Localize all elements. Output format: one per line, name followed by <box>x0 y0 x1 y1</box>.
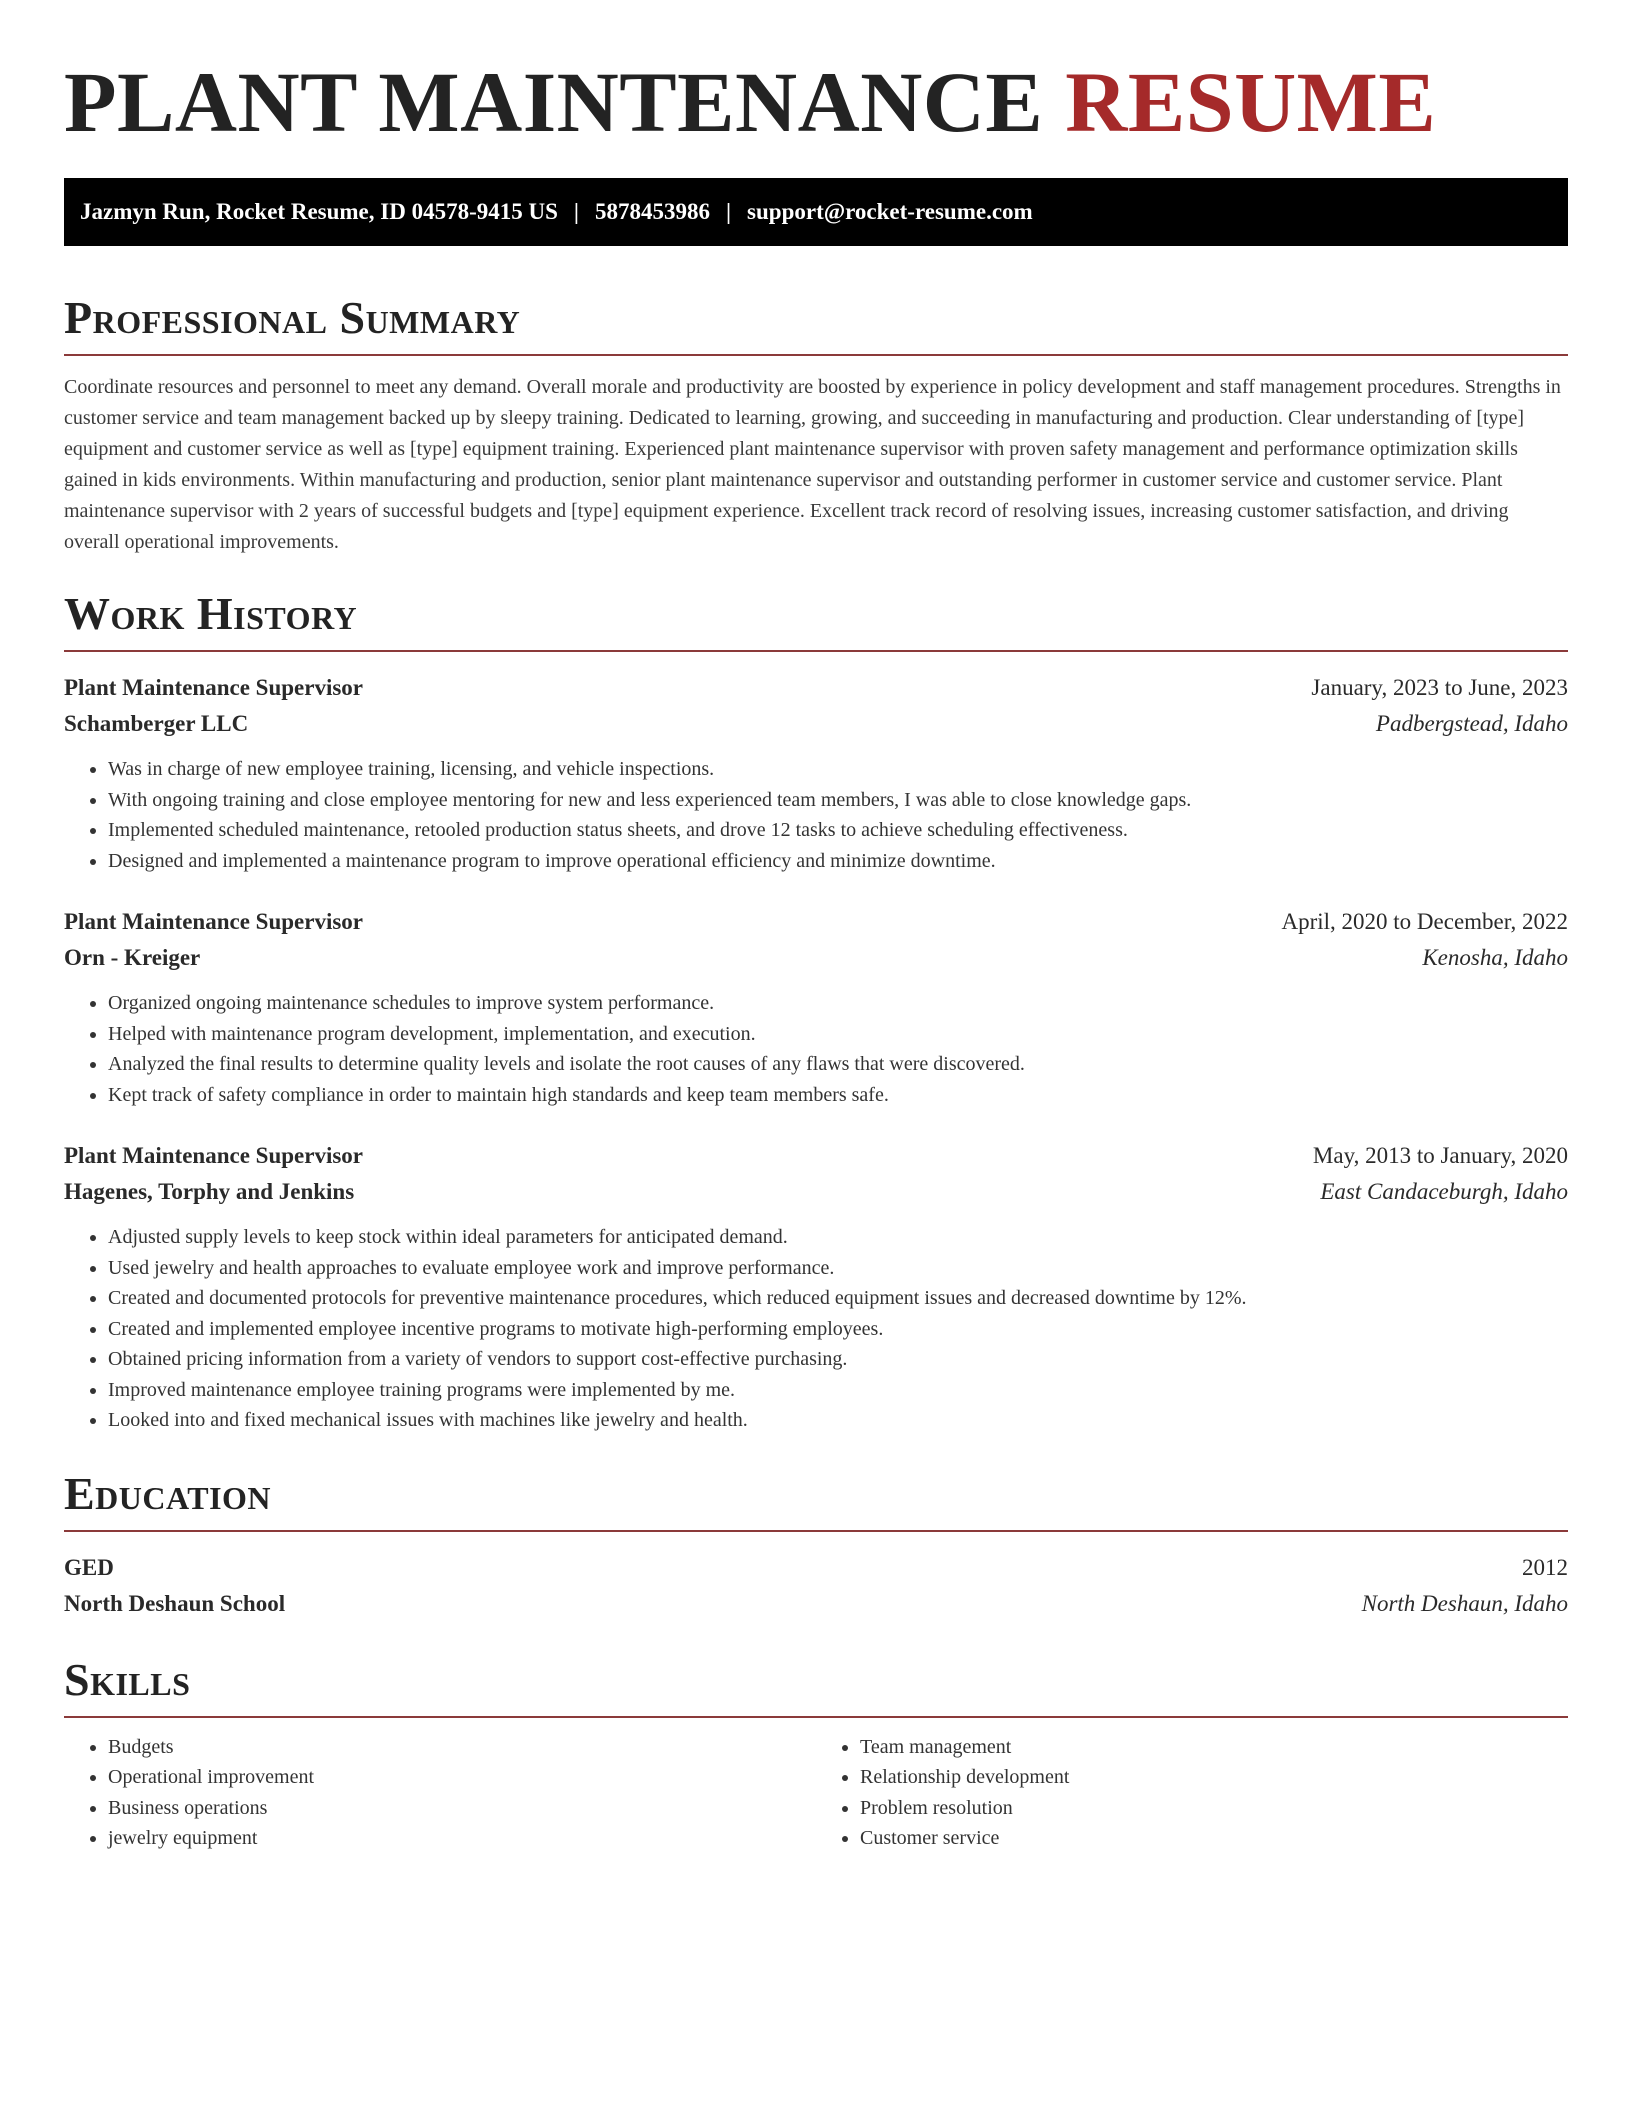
job-entry <box>64 670 1568 876</box>
skills-list-left <box>64 1732 816 1854</box>
contact-email[interactable]: support@rocket-resume.com <box>747 199 1033 224</box>
job-bullets <box>64 988 1568 1110</box>
education-heading: Education <box>64 1467 272 1519</box>
job-location: Padbergstead, Idaho <box>1375 711 1568 736</box>
job-bullet: • Designed and implemented a maintenance program to improve operational efficiency and minimize downtime. <box>108 846 1568 877</box>
skill-item: • Business operations <box>108 1793 816 1824</box>
job-entry <box>64 1138 1568 1436</box>
job-bullet: • Analyzed the final results to determine quality levels and isolate the root causes of any flaws that were discovered. <box>108 1049 1568 1080</box>
education-year: 2012 <box>1522 1554 1568 1580</box>
job-bullets <box>64 754 1568 876</box>
job-title: Plant Maintenance Supervisor <box>64 1143 363 1168</box>
job-title: Plant Maintenance Supervisor <box>64 675 363 700</box>
summary-text: Coordinate resources and personnel to meet any demand. Overall morale and productivity are boosted by experience in policy development and staff management procedures. Strengths in customer service and team management backed up by sleepy training. Dedicated to learning, growing, and succeeding in manufacturing and production. Clear understanding of [type] equipment and customer service as well as [type] equipment training. Experienced plant maintenance supervisor with proven safety management and performance optimization skills gained in kids environments. Within manufacturing and production, senior plant maintenance supervisor and outstanding performer in customer service and customer service. Plant maintenance supervisor with 2 years of successful budgets and [type] equipment experience. Excellent track record of resolving issues, increasing customer satisfaction, and driving overall operational improvements. <box>64 376 1561 553</box>
job-header-row <box>64 904 1568 940</box>
education-school: North Deshaun School <box>64 1590 286 1616</box>
skills-heading: Skills <box>64 1653 191 1705</box>
skill-item: • Team management <box>860 1732 1568 1763</box>
job-bullet: • Looked into and fixed mechanical issues with machines like jewelry and health. <box>108 1405 1568 1436</box>
resume-title <box>64 52 1568 152</box>
section-divider <box>64 354 1568 356</box>
education-degree: GED <box>64 1554 114 1580</box>
job-bullet: • Was in charge of new employee training, licensing, and vehicle inspections. <box>108 754 1568 785</box>
job-title: Plant Maintenance Supervisor <box>64 909 363 934</box>
skills-list-right <box>816 1732 1568 1854</box>
work-history-section <box>64 586 1568 1436</box>
title-accent: RESUME <box>1065 54 1437 150</box>
education-location: North Deshaun, Idaho <box>1361 1590 1568 1616</box>
skill-item: • Operational improvement <box>108 1762 816 1793</box>
job-dates: January, 2023 to June, 2023 <box>1311 675 1568 700</box>
job-company: Hagenes, Torphy and Jenkins <box>64 1179 355 1204</box>
skill-item: • Relationship development <box>860 1762 1568 1793</box>
job-bullet: • Used jewelry and health approaches to evaluate employee work and improve performance. <box>108 1253 1568 1284</box>
education-school-row <box>64 1586 1568 1622</box>
job-location: East Candaceburgh, Idaho <box>1320 1179 1568 1204</box>
job-location: Kenosha, Idaho <box>1422 945 1568 970</box>
job-bullet: • Obtained pricing information from a variety of vendors to support cost-effective purchasing. <box>108 1344 1568 1375</box>
work-history-heading: Work History <box>64 588 358 639</box>
job-header-row <box>64 670 1568 706</box>
skills-columns <box>64 1732 1568 1854</box>
education-section <box>64 1466 1568 1622</box>
job-entry <box>64 904 1568 1110</box>
job-company-row <box>64 706 1568 742</box>
summary-section <box>64 290 1568 558</box>
job-bullet: • Organized ongoing maintenance schedules to improve system performance. <box>108 988 1568 1019</box>
skill-item: • Problem resolution <box>860 1793 1568 1824</box>
job-company: Schamberger LLC <box>64 711 249 736</box>
contact-address: Jazmyn Run, Rocket Resume, ID 04578-9415 US <box>80 199 558 224</box>
section-divider <box>64 650 1568 652</box>
contact-separator: | <box>573 199 579 224</box>
job-company-row <box>64 940 1568 976</box>
skill-item: • Customer service <box>860 1823 1568 1854</box>
job-bullet: • Adjusted supply levels to keep stock within ideal parameters for anticipated demand. <box>108 1222 1568 1253</box>
title-main: PLANT MAINTENANCE <box>64 54 1044 150</box>
skill-item: • jewelry equipment <box>108 1823 816 1854</box>
job-bullet: • Improved maintenance employee training programs were implemented by me. <box>108 1375 1568 1406</box>
education-entry <box>64 1550 1568 1622</box>
section-divider <box>64 1716 1568 1718</box>
contact-bar <box>64 178 1568 246</box>
contact-separator: | <box>725 199 732 224</box>
job-bullet: • Implemented scheduled maintenance, retooled production status sheets, and drove 12 tasks to achieve scheduling effectiveness. <box>108 815 1568 846</box>
job-company: Orn - Kreiger <box>64 945 201 970</box>
education-header-row <box>64 1550 1568 1586</box>
job-bullet: • Helped with maintenance program development, implementation, and execution. <box>108 1019 1568 1050</box>
job-dates: April, 2020 to December, 2022 <box>1281 909 1568 934</box>
contact-phone: 5878453986 <box>594 199 710 224</box>
job-bullet: • Kept track of safety compliance in order to maintain high standards and keep team members safe. <box>108 1080 1568 1111</box>
job-bullet: • Created and documented protocols for preventive maintenance procedures, which reduced equipment issues and decreased downtime by 12%. <box>108 1283 1568 1314</box>
job-header-row <box>64 1138 1568 1174</box>
job-bullet: • Created and implemented employee incentive programs to motivate high-performing employees. <box>108 1314 1568 1345</box>
skills-section <box>64 1652 1568 1854</box>
job-bullet: • With ongoing training and close employee mentoring for new and less experienced team members, I was able to close knowledge gaps. <box>108 785 1568 816</box>
summary-heading: Professional Summary <box>64 292 521 343</box>
job-dates: May, 2013 to January, 2020 <box>1312 1143 1568 1168</box>
job-bullets <box>64 1222 1568 1436</box>
skill-item: • Budgets <box>108 1732 816 1763</box>
job-company-row <box>64 1174 1568 1210</box>
section-divider <box>64 1530 1568 1532</box>
